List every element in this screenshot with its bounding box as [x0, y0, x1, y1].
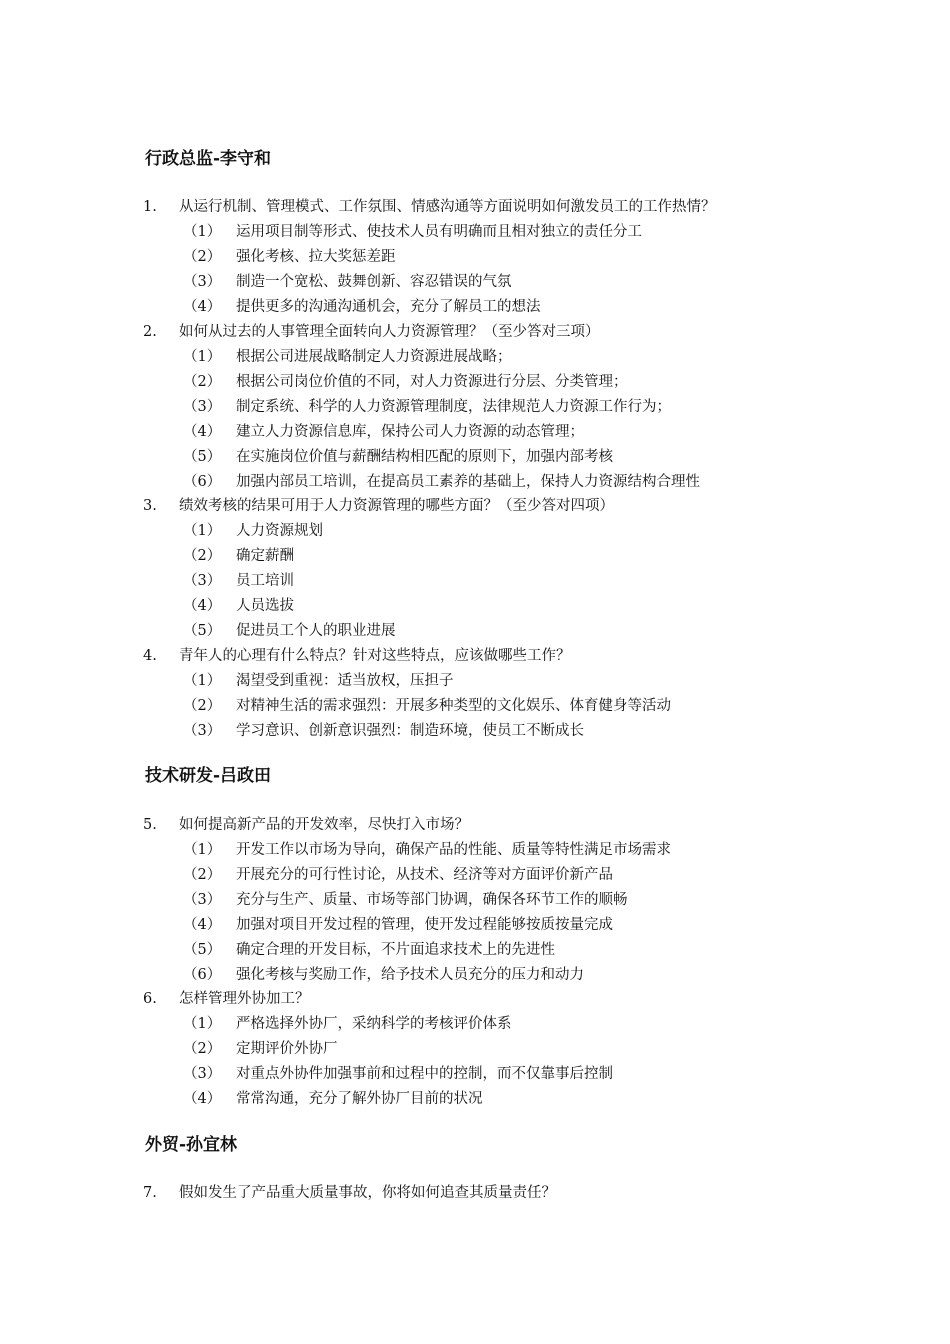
- answer-item: [183, 915, 843, 935]
- answer-marker: （1）: [183, 349, 222, 365]
- answer-item: [183, 721, 843, 741]
- answer-marker: （6）: [183, 967, 222, 983]
- answer-item: [183, 621, 843, 641]
- answer-marker: （5）: [183, 942, 222, 958]
- answer-text: 根据公司进展战略制定人力资源进展战略；: [236, 349, 512, 365]
- answer-marker: （3）: [183, 274, 222, 290]
- answer-text: 制造一个宽松、鼓舞创新、容忍错误的气氛: [236, 274, 512, 290]
- answer-marker: （1）: [183, 1016, 222, 1032]
- section-heading: 技术研发-吕政田: [145, 766, 272, 786]
- answer-marker: （1）: [183, 224, 222, 240]
- question-item: [143, 989, 843, 1009]
- answer-item: [183, 696, 843, 716]
- question-number: 2.: [143, 324, 157, 340]
- answer-text: 制定系统、科学的人力资源管理制度，法律规范人力资源工作行为；: [236, 399, 671, 415]
- answer-item: [183, 347, 843, 367]
- answer-item: [183, 372, 843, 392]
- question-text: 从运行机制、管理模式、工作氛围、情感沟通等方面说明如何激发员工的工作热情？: [179, 199, 716, 215]
- question-text: 青年人的心理有什么特点？针对这些特点，应该做哪些工作？: [179, 648, 571, 664]
- answer-marker: （3）: [183, 892, 222, 908]
- answer-text: 渴望受到重视：适当放权，压担子: [236, 673, 454, 689]
- answer-item: [183, 940, 843, 960]
- answer-marker: （1）: [183, 842, 222, 858]
- answer-item: [183, 222, 843, 242]
- question-number: 3.: [143, 498, 157, 514]
- answer-text: 运用项目制等形式、使技术人员有明确而且相对独立的责任分工: [236, 224, 642, 240]
- answer-item: [183, 1014, 843, 1034]
- answer-marker: （4）: [183, 598, 222, 614]
- answer-text: 根据公司岗位价值的不同，对人力资源进行分层、分类管理；: [236, 374, 628, 390]
- answer-text: 提供更多的沟通沟通机会，充分了解员工的想法: [236, 299, 541, 315]
- question-item: [143, 1183, 843, 1203]
- answer-marker: （4）: [183, 424, 222, 440]
- answer-item: [183, 1039, 843, 1059]
- answer-item: [183, 865, 843, 885]
- question-item: [143, 197, 843, 217]
- answer-text: 人员选拔: [236, 598, 294, 614]
- answer-text: 员工培训: [236, 573, 294, 589]
- answer-item: [183, 521, 843, 541]
- answer-marker: （4）: [183, 917, 222, 933]
- answer-marker: （3）: [183, 573, 222, 589]
- answer-item: [183, 546, 843, 566]
- answer-text: 促进员工个人的职业进展: [236, 623, 396, 639]
- question-text: 如何从过去的人事管理全面转向人力资源管理？（至少答对三项）: [179, 324, 600, 340]
- answer-marker: （1）: [183, 673, 222, 689]
- answer-text: 加强内部员工培训，在提高员工素养的基础上，保持人力资源结构合理性: [236, 474, 700, 490]
- answer-item: [183, 397, 843, 417]
- answer-marker: （1）: [183, 523, 222, 539]
- question-item: [143, 496, 843, 516]
- answer-marker: （3）: [183, 399, 222, 415]
- answer-marker: （2）: [183, 548, 222, 564]
- answer-item: [183, 890, 843, 910]
- question-number: 4.: [143, 648, 157, 664]
- answer-item: [183, 1089, 843, 1109]
- answer-item: [183, 247, 843, 267]
- answer-item: [183, 447, 843, 467]
- answer-text: 强化考核与奖励工作，给予技术人员充分的压力和动力: [236, 967, 584, 983]
- answer-marker: （2）: [183, 249, 222, 265]
- question-number: 5.: [143, 817, 157, 833]
- answer-text: 对精神生活的需求强烈：开展多种类型的文化娱乐、体育健身等活动: [236, 698, 671, 714]
- answer-item: [183, 840, 843, 860]
- question-text: 假如发生了产品重大质量事故，你将如何追查其质量责任？: [179, 1185, 556, 1201]
- question-text: 绩效考核的结果可用于人力资源管理的哪些方面？（至少答对四项）: [179, 498, 614, 514]
- answer-marker: （2）: [183, 698, 222, 714]
- question-number: 1.: [143, 199, 157, 215]
- answer-marker: （5）: [183, 449, 222, 465]
- question-number: 7.: [143, 1185, 157, 1201]
- answer-text: 学习意识、创新意识强烈：制造环境，使员工不断成长: [236, 723, 584, 739]
- question-text: 怎样管理外协加工？: [179, 991, 310, 1007]
- answer-marker: （4）: [183, 1091, 222, 1107]
- answer-item: [183, 671, 843, 691]
- question-number: 6.: [143, 991, 157, 1007]
- question-text: 如何提高新产品的开发效率，尽快打入市场？: [179, 817, 469, 833]
- answer-marker: （2）: [183, 1041, 222, 1057]
- answer-item: [183, 571, 843, 591]
- answer-item: [183, 272, 843, 292]
- answer-text: 强化考核、拉大奖惩差距: [236, 249, 396, 265]
- section-heading: 外贸-孙宜林: [145, 1135, 238, 1155]
- question-item: [143, 815, 843, 835]
- answer-text: 严格选择外协厂，采纳科学的考核评价体系: [236, 1016, 512, 1032]
- answer-item: [183, 422, 843, 442]
- answer-text: 开展充分的可行性讨论，从技术、经济等对方面评价新产品: [236, 867, 613, 883]
- answer-marker: （6）: [183, 474, 222, 490]
- answer-marker: （2）: [183, 374, 222, 390]
- answer-text: 充分与生产、质量、市场等部门协调，确保各环节工作的顺畅: [236, 892, 628, 908]
- answer-marker: （4）: [183, 299, 222, 315]
- answer-item: [183, 472, 843, 492]
- answer-text: 人力资源规划: [236, 523, 323, 539]
- answer-text: 对重点外协件加强事前和过程中的控制，而不仅靠事后控制: [236, 1066, 613, 1082]
- answer-text: 加强对项目开发过程的管理，使开发过程能够按质按量完成: [236, 917, 613, 933]
- answer-text: 确定薪酬: [236, 548, 294, 564]
- answer-text: 建立人力资源信息库，保持公司人力资源的动态管理；: [236, 424, 584, 440]
- answer-marker: （3）: [183, 1066, 222, 1082]
- question-item: [143, 646, 843, 666]
- answer-item: [183, 596, 843, 616]
- answer-text: 确定合理的开发目标，不片面追求技术上的先进性: [236, 942, 555, 958]
- question-item: [143, 322, 843, 342]
- answer-item: [183, 297, 843, 317]
- answer-item: [183, 965, 843, 985]
- answer-marker: （5）: [183, 623, 222, 639]
- answer-marker: （2）: [183, 867, 222, 883]
- answer-marker: （3）: [183, 723, 222, 739]
- answer-item: [183, 1064, 843, 1084]
- section-heading: 行政总监-李守和: [145, 149, 272, 169]
- answer-text: 常常沟通，充分了解外协厂目前的状况: [236, 1091, 483, 1107]
- answer-text: 定期评价外协厂: [236, 1041, 338, 1057]
- answer-text: 开发工作以市场为导向，确保产品的性能、质量等特性满足市场需求: [236, 842, 671, 858]
- answer-text: 在实施岗位价值与薪酬结构相匹配的原则下，加强内部考核: [236, 449, 613, 465]
